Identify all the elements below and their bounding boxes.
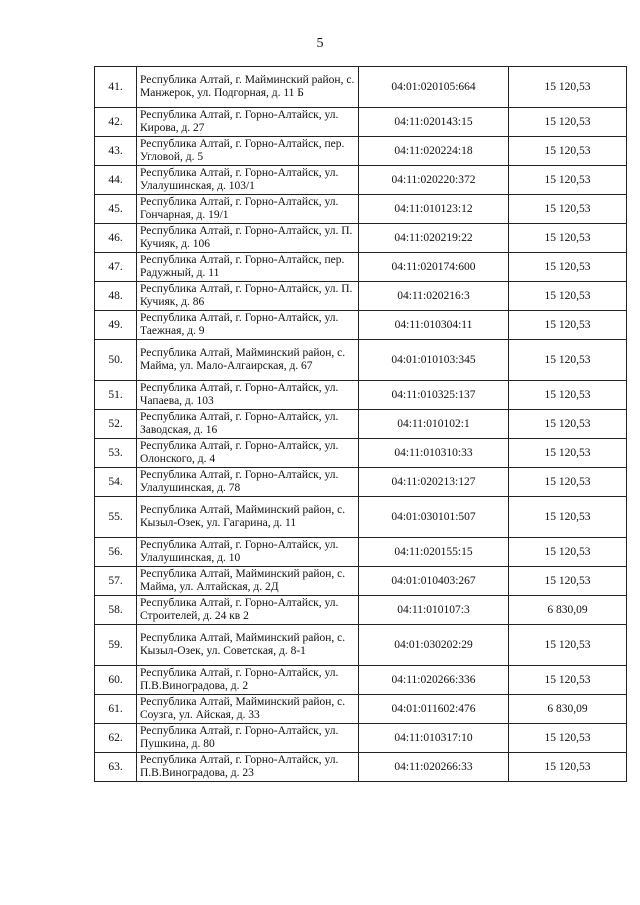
cadastral-number-cell: 04:11:010102:1	[359, 410, 509, 439]
cadastral-number-cell: 04:11:020143:15	[359, 108, 509, 137]
table-row	[95, 311, 627, 340]
row-number: 60.	[95, 666, 137, 695]
row-number: 58.	[95, 596, 137, 625]
cadastral-number-cell: 04:11:020266:33	[359, 753, 509, 782]
row-number: 56.	[95, 538, 137, 567]
row-number: 47.	[95, 253, 137, 282]
table-row	[95, 497, 627, 538]
address-cell: Республика Алтай, г. Горно-Алтайск, ул. Чапаева, д. 103	[137, 381, 359, 410]
row-number: 62.	[95, 724, 137, 753]
table-row	[95, 166, 627, 195]
cadastral-number-cell: 04:11:010107:3	[359, 596, 509, 625]
value-cell: 15 120,53	[509, 224, 627, 253]
table-row	[95, 666, 627, 695]
value-cell: 15 120,53	[509, 567, 627, 596]
table-row	[95, 625, 627, 666]
address-cell: Республика Алтай, г. Горно-Алтайск, ул. П. Кучияк, д. 106	[137, 224, 359, 253]
value-cell: 15 120,53	[509, 538, 627, 567]
cadastral-number-cell: 04:11:010325:137	[359, 381, 509, 410]
row-number: 46.	[95, 224, 137, 253]
value-cell: 15 120,53	[509, 340, 627, 381]
cadastral-number-cell: 04:11:020174:600	[359, 253, 509, 282]
cadastral-number-cell: 04:11:010317:10	[359, 724, 509, 753]
value-cell: 15 120,53	[509, 410, 627, 439]
row-number: 43.	[95, 137, 137, 166]
table-row	[95, 724, 627, 753]
row-number: 41.	[95, 67, 137, 108]
address-cell: Республика Алтай, г. Горно-Алтайск, ул. П.В.Виноградова, д. 2	[137, 666, 359, 695]
row-number: 42.	[95, 108, 137, 137]
address-cell: Республика Алтай, г. Горно-Алтайск, ул. П. Кучияк, д. 86	[137, 282, 359, 311]
table-row	[95, 253, 627, 282]
table-row	[95, 224, 627, 253]
value-cell: 15 120,53	[509, 381, 627, 410]
row-number: 57.	[95, 567, 137, 596]
address-cell: Республика Алтай, г. Горно-Алтайск, ул. Улалушинская, д. 103/1	[137, 166, 359, 195]
row-number: 50.	[95, 340, 137, 381]
value-cell: 15 120,53	[509, 753, 627, 782]
row-number: 63.	[95, 753, 137, 782]
table-row	[95, 596, 627, 625]
cadastral-number-cell: 04:11:020216:3	[359, 282, 509, 311]
cadastral-number-cell: 04:11:010310:33	[359, 439, 509, 468]
table-row	[95, 410, 627, 439]
address-cell: Республика Алтай, г. Горно-Алтайск, ул. Заводская, д. 16	[137, 410, 359, 439]
row-number: 53.	[95, 439, 137, 468]
row-number: 48.	[95, 282, 137, 311]
table-row	[95, 381, 627, 410]
table-row	[95, 67, 627, 108]
table-row	[95, 108, 627, 137]
cadastral-number-cell: 04:11:010304:11	[359, 311, 509, 340]
cadastral-number-cell: 04:11:020224:18	[359, 137, 509, 166]
address-cell: Республика Алтай, г. Горно-Алтайск, пер. Угловой, д. 5	[137, 137, 359, 166]
cadastral-number-cell: 04:11:020219:22	[359, 224, 509, 253]
value-cell: 15 120,53	[509, 137, 627, 166]
row-number: 55.	[95, 497, 137, 538]
address-cell: Республика Алтай, г. Горно-Алтайск, ул. Строителей, д. 24 кв 2	[137, 596, 359, 625]
cadastral-number-cell: 04:11:020155:15	[359, 538, 509, 567]
address-cell: Республика Алтай, г. Горно-Алтайск, ул. Олонского, д. 4	[137, 439, 359, 468]
cadastral-number-cell: 04:11:010123:12	[359, 195, 509, 224]
table-row	[95, 137, 627, 166]
address-cell: Республика Алтай, Майминский район, с. Кызыл-Озек, ул. Советская, д. 8-1	[137, 625, 359, 666]
cadastral-number-cell: 04:01:011602:476	[359, 695, 509, 724]
address-cell: Республика Алтай, г. Майминский район, с. Манжерок, ул. Подгорная, д. 11 Б	[137, 67, 359, 108]
value-cell: 6 830,09	[509, 695, 627, 724]
row-number: 52.	[95, 410, 137, 439]
row-number: 44.	[95, 166, 137, 195]
value-cell: 15 120,53	[509, 468, 627, 497]
value-cell: 15 120,53	[509, 666, 627, 695]
row-number: 49.	[95, 311, 137, 340]
cadastral-number-cell: 04:01:030202:29	[359, 625, 509, 666]
cadastral-number-cell: 04:11:020220:372	[359, 166, 509, 195]
address-cell: Республика Алтай, г. Горно-Алтайск, ул. П.В.Виноградова, д. 23	[137, 753, 359, 782]
cadastral-number-cell: 04:01:010403:267	[359, 567, 509, 596]
table-row	[95, 753, 627, 782]
table-row	[95, 439, 627, 468]
value-cell: 15 120,53	[509, 497, 627, 538]
address-cell: Республика Алтай, г. Горно-Алтайск, ул. Гончарная, д. 19/1	[137, 195, 359, 224]
value-cell: 15 120,53	[509, 439, 627, 468]
address-cell: Республика Алтай, Майминский район, с. Майма, ул. Алтайская, д. 2Д	[137, 567, 359, 596]
row-number: 59.	[95, 625, 137, 666]
value-cell: 15 120,53	[509, 166, 627, 195]
address-cell: Республика Алтай, г. Горно-Алтайск, ул. Улалушинская, д. 78	[137, 468, 359, 497]
cadastral-number-cell: 04:01:030101:507	[359, 497, 509, 538]
table-row	[95, 195, 627, 224]
cadastral-number-cell: 04:01:020105:664	[359, 67, 509, 108]
table-row	[95, 695, 627, 724]
row-number: 61.	[95, 695, 137, 724]
table-row	[95, 468, 627, 497]
property-table	[94, 66, 627, 782]
value-cell: 15 120,53	[509, 311, 627, 340]
address-cell: Республика Алтай, г. Горно-Алтайск, ул. Таежная, д. 9	[137, 311, 359, 340]
table-row	[95, 340, 627, 381]
value-cell: 15 120,53	[509, 253, 627, 282]
value-cell: 6 830,09	[509, 596, 627, 625]
value-cell: 15 120,53	[509, 282, 627, 311]
address-cell: Республика Алтай, Майминский район, с. Соузга, ул. Айская, д. 33	[137, 695, 359, 724]
value-cell: 15 120,53	[509, 195, 627, 224]
value-cell: 15 120,53	[509, 108, 627, 137]
table-row	[95, 567, 627, 596]
address-cell: Республика Алтай, г. Горно-Алтайск, пер. Радужный, д. 11	[137, 253, 359, 282]
row-number: 54.	[95, 468, 137, 497]
address-cell: Республика Алтай, г. Горно-Алтайск, ул. Кирова, д. 27	[137, 108, 359, 137]
value-cell: 15 120,53	[509, 67, 627, 108]
address-cell: Республика Алтай, Майминский район, с. Кызыл-Озек, ул. Гагарина, д. 11	[137, 497, 359, 538]
page-number: 5	[316, 36, 324, 51]
value-cell: 15 120,53	[509, 625, 627, 666]
cadastral-number-cell: 04:11:020213:127	[359, 468, 509, 497]
table-row	[95, 538, 627, 567]
address-cell: Республика Алтай, г. Горно-Алтайск, ул. Пушкина, д. 80	[137, 724, 359, 753]
address-cell: Республика Алтай, г. Горно-Алтайск, ул. Улалушинская, д. 10	[137, 538, 359, 567]
address-cell: Республика Алтай, Майминский район, с. Майма, ул. Мало-Алгаирская, д. 67	[137, 340, 359, 381]
row-number: 45.	[95, 195, 137, 224]
table-row	[95, 282, 627, 311]
value-cell: 15 120,53	[509, 724, 627, 753]
cadastral-number-cell: 04:11:020266:336	[359, 666, 509, 695]
cadastral-number-cell: 04:01:010103:345	[359, 340, 509, 381]
row-number: 51.	[95, 381, 137, 410]
